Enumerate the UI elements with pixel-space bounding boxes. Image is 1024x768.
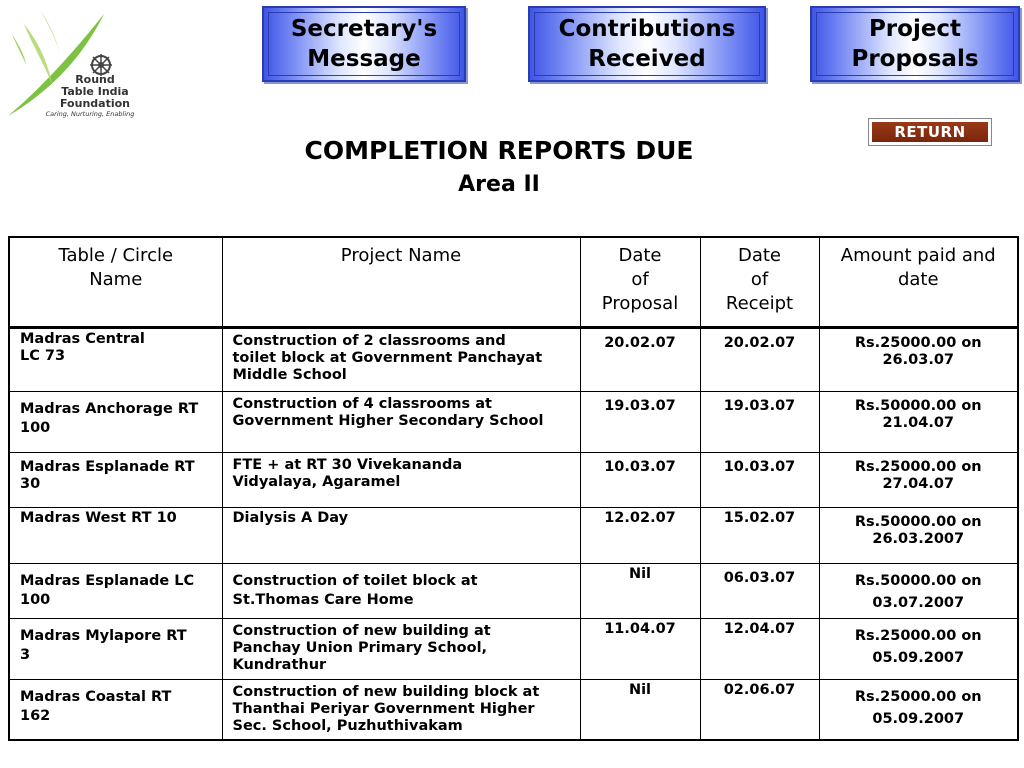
cell-table-name: [9, 680, 222, 741]
table-row: [9, 392, 1018, 453]
header-name-line-2: Name: [89, 269, 143, 290]
project-line: Dialysis A Day: [232, 510, 349, 526]
name-line: 3: [20, 647, 31, 663]
project-line: St.Thomas Care Home: [232, 592, 414, 608]
cell-date-of-receipt: 20.02.07: [700, 328, 819, 392]
name-line: Madras West RT 10: [20, 510, 177, 526]
amount-line: 05.09.2007: [872, 650, 965, 666]
table-row: [9, 680, 1018, 741]
header-proposal-line-1: Date: [618, 245, 662, 266]
cell-date-of-receipt: 02.06.07: [700, 680, 819, 741]
amount-line: Rs.25000.00 on: [854, 335, 982, 351]
table-row: [9, 453, 1018, 508]
project-line: Construction of new building at: [232, 623, 491, 639]
header-proposal-line-3: Proposal: [601, 293, 679, 314]
cell-date-of-proposal: 12.02.07: [580, 508, 700, 564]
cell-date-of-proposal: 20.02.07: [580, 328, 700, 392]
amount-line: 05.09.2007: [872, 711, 965, 727]
logo-tagline: Caring, Nurturing, Enabling: [45, 110, 135, 118]
project-proposals-line-1: Project: [868, 16, 962, 42]
name-line: Madras Esplanade LC: [20, 573, 195, 589]
header-receipt-line-1: Date: [737, 245, 782, 266]
contributions-received-label: [559, 14, 736, 74]
project-line: Government Higher Secondary School: [232, 413, 544, 429]
cell-amount: [819, 508, 1018, 564]
amount-line: Rs.25000.00 on: [854, 689, 982, 705]
completion-reports-table: [8, 236, 1019, 741]
cell-date-of-receipt: 19.03.07: [700, 392, 819, 453]
contributions-received-line-1: Contributions: [558, 16, 736, 42]
cell-amount: [819, 328, 1018, 392]
cell-date-of-receipt: 15.02.07: [700, 508, 819, 564]
cell-project-name: [222, 680, 580, 741]
cell-project-name: [222, 453, 580, 508]
cell-date-of-proposal: 11.04.07: [580, 619, 700, 680]
project-proposals-label: [851, 14, 978, 74]
cell-project-name: [222, 619, 580, 680]
table-row: [9, 508, 1018, 564]
cell-project-name: [222, 392, 580, 453]
cell-date-of-proposal: Nil: [580, 680, 700, 741]
amount-line: 21.04.07: [882, 415, 955, 431]
amount-line: 26.03.2007: [872, 531, 965, 547]
amount-line: 27.04.07: [882, 476, 955, 492]
table-row: [9, 328, 1018, 392]
round-table-india-foundation-logo[interactable]: [4, 4, 144, 124]
name-line: Madras Coastal RT: [20, 689, 172, 705]
project-line: Sec. School, Puzhuthivakam: [232, 718, 463, 734]
cell-amount: [819, 564, 1018, 619]
contributions-received-button[interactable]: [528, 6, 766, 82]
secretarys-message-line-2: Message: [307, 46, 421, 72]
page-subtitle: Area II: [458, 172, 540, 197]
header-proposal-line-2: of: [631, 269, 649, 290]
header-name-line-1: Table / Circle: [58, 245, 174, 266]
project-line: Construction of 4 classrooms at: [232, 396, 492, 412]
cell-date-of-proposal: Nil: [580, 564, 700, 619]
project-line: toilet block at Government Panchayat: [232, 350, 543, 366]
amount-line: Rs.50000.00 on: [854, 514, 982, 530]
amount-line: Rs.25000.00 on: [854, 628, 982, 644]
secretarys-message-button[interactable]: [262, 6, 466, 82]
name-line: 100: [20, 420, 51, 436]
cell-date-of-proposal: 10.03.07: [580, 453, 700, 508]
project-line: Kundrathur: [232, 657, 327, 673]
header-receipt-line-3: Receipt: [725, 293, 794, 314]
cell-table-name: [9, 328, 222, 392]
logo-text: [40, 74, 150, 119]
table-row: [9, 564, 1018, 619]
logo-line-2: Table India: [61, 85, 129, 98]
cell-table-name: [9, 564, 222, 619]
secretarys-message-line-1: Secretary's: [290, 16, 438, 42]
secretarys-message-label: [291, 14, 437, 74]
name-line: 100: [20, 592, 51, 608]
cell-date-of-receipt: 10.03.07: [700, 453, 819, 508]
cell-table-name: [9, 619, 222, 680]
header-amount-paid-and-date: [819, 237, 1018, 328]
project-line: FTE + at RT 30 Vivekananda: [232, 457, 463, 473]
cell-amount: [819, 453, 1018, 508]
project-line: Vidyalaya, Agaramel: [232, 474, 401, 490]
header-amount-line-1: Amount paid and: [840, 245, 996, 266]
amount-line: 03.07.2007: [872, 595, 965, 611]
project-line: Construction of new building block at: [232, 684, 540, 700]
name-line: 162: [20, 708, 51, 724]
contributions-received-line-2: Received: [588, 46, 706, 72]
name-line: 30: [20, 476, 41, 492]
name-line: LC 73: [20, 348, 66, 364]
table-header-row: [9, 237, 1018, 328]
amount-line: Rs.25000.00 on: [854, 459, 982, 475]
project-proposals-line-2: Proposals: [851, 46, 979, 72]
cell-table-name: [9, 392, 222, 453]
name-line: Madras Central: [20, 331, 145, 347]
cell-date-of-receipt: 06.03.07: [700, 564, 819, 619]
amount-line: Rs.50000.00 on: [854, 398, 982, 414]
header-receipt-line-2: of: [750, 269, 769, 290]
amount-line: 26.03.07: [882, 352, 955, 368]
header-project-name: Project Name: [222, 237, 580, 328]
header-date-of-receipt: [700, 237, 819, 328]
cell-date-of-receipt: 12.04.07: [700, 619, 819, 680]
cell-project-name: [222, 508, 580, 564]
project-line: Construction of toilet block at: [232, 573, 478, 589]
cell-amount: [819, 680, 1018, 741]
page-title: COMPLETION REPORTS DUE: [304, 136, 694, 165]
project-line: Panchay Union Primary School,: [232, 640, 488, 656]
cell-amount: [819, 619, 1018, 680]
table-row: [9, 619, 1018, 680]
header-table-circle-name: [9, 237, 222, 328]
cell-table-name: [9, 508, 222, 564]
cell-project-name: [222, 564, 580, 619]
header-date-of-proposal: [580, 237, 700, 328]
name-line: Madras Mylapore RT: [20, 628, 187, 644]
logo-line-3: Foundation: [59, 97, 130, 110]
cell-amount: [819, 392, 1018, 453]
return-button-label: RETURN: [872, 122, 988, 142]
project-proposals-button[interactable]: [810, 6, 1020, 82]
project-line: Thanthai Periyar Government Higher: [232, 701, 535, 717]
cell-project-name: [222, 328, 580, 392]
name-line: Madras Anchorage RT: [20, 401, 199, 417]
logo-line-1: Round: [75, 73, 115, 86]
cell-date-of-proposal: 19.03.07: [580, 392, 700, 453]
header-amount-line-2: date: [897, 269, 939, 290]
project-line: Middle School: [232, 367, 347, 383]
project-line: Construction of 2 classrooms and: [232, 333, 506, 349]
amount-line: Rs.50000.00 on: [854, 573, 982, 589]
cell-table-name: [9, 453, 222, 508]
name-line: Madras Esplanade RT: [20, 459, 195, 475]
